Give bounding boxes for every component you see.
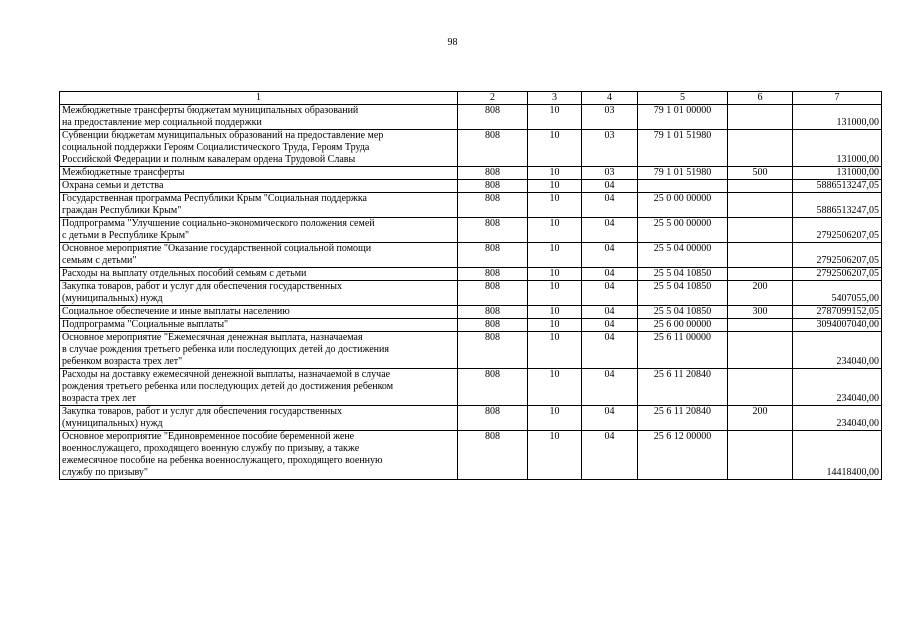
table-row bbox=[60, 218, 882, 243]
column-header: 7 bbox=[793, 92, 882, 105]
section-code: 10 bbox=[528, 167, 582, 180]
ministry-code: 808 bbox=[458, 180, 528, 193]
subsection-code: 03 bbox=[582, 105, 638, 130]
amount: 3094007040,00 bbox=[793, 319, 882, 332]
column-header: 1 bbox=[60, 92, 458, 105]
row-name-line: военнослужащего, проходящего военную службу по призыву, а также bbox=[62, 443, 360, 454]
section-code: 10 bbox=[528, 130, 582, 167]
section-code: 10 bbox=[528, 406, 582, 431]
amount: 234040,00 bbox=[793, 406, 882, 431]
subsection-code: 04 bbox=[582, 319, 638, 332]
row-name-line: Расходы на доставку ежемесячной денежной выплаты, назначаемой в случае bbox=[62, 369, 391, 380]
row-name-line: Межбюджетные трансферты бюджетам муниципальных образований bbox=[62, 105, 359, 116]
section-code: 10 bbox=[528, 306, 582, 319]
amount: 131000,00 bbox=[793, 167, 882, 180]
row-name-line: Государственная программа Республики Крым "Социальная поддержка bbox=[62, 193, 367, 204]
row-name bbox=[60, 406, 458, 431]
subsection-code: 04 bbox=[582, 406, 638, 431]
table-row bbox=[60, 406, 882, 431]
subsection-code: 04 bbox=[582, 243, 638, 268]
subsection-code: 04 bbox=[582, 193, 638, 218]
row-name-line: Основное мероприятие "Ежемесячная денежная выплата, назначаемая bbox=[62, 332, 363, 343]
section-code: 10 bbox=[528, 243, 582, 268]
table-row bbox=[60, 167, 882, 180]
table-row bbox=[60, 243, 882, 268]
page-number: 98 bbox=[447, 37, 458, 48]
column-header: 4 bbox=[582, 92, 638, 105]
section-code: 10 bbox=[528, 281, 582, 306]
subsection-code: 04 bbox=[582, 332, 638, 369]
row-name bbox=[60, 193, 458, 218]
row-name-line: Российской Федерации и полным кавалерам ордена Трудовой Славы bbox=[62, 154, 356, 165]
target-article-code: 25 5 00 00000 bbox=[638, 218, 728, 243]
ministry-code: 808 bbox=[458, 105, 528, 130]
amount: 5886513247,05 bbox=[793, 193, 882, 218]
section-code: 10 bbox=[528, 218, 582, 243]
section-code: 10 bbox=[528, 105, 582, 130]
row-name bbox=[60, 167, 458, 180]
row-name bbox=[60, 369, 458, 406]
amount: 234040,00 bbox=[793, 332, 882, 369]
row-name-line: Закупка товаров, работ и услуг для обеспечения государственных bbox=[62, 406, 343, 417]
table-row bbox=[60, 130, 882, 167]
row-name-line: ежемесячное пособие на ребенка военнослужащего, проходящего военную bbox=[62, 455, 383, 466]
subsection-code: 04 bbox=[582, 180, 638, 193]
subsection-code: 04 bbox=[582, 268, 638, 281]
subsection-code: 03 bbox=[582, 167, 638, 180]
expense-type-code bbox=[728, 218, 793, 243]
target-article-code: 79 1 01 00000 bbox=[638, 105, 728, 130]
subsection-code: 04 bbox=[582, 431, 638, 480]
target-article-code: 25 6 11 20840 bbox=[638, 406, 728, 431]
budget-table bbox=[59, 91, 882, 480]
row-name bbox=[60, 268, 458, 281]
ministry-code: 808 bbox=[458, 130, 528, 167]
table-row bbox=[60, 268, 882, 281]
target-article-code: 25 6 11 20840 bbox=[638, 369, 728, 406]
table-row bbox=[60, 369, 882, 406]
ministry-code: 808 bbox=[458, 406, 528, 431]
row-name-line: Подпрограмма "Социальные выплаты" bbox=[62, 319, 229, 330]
row-name-line: в случае рождения третьего ребенка или последующих детей до достижения bbox=[62, 344, 389, 355]
subsection-code: 04 bbox=[582, 218, 638, 243]
amount: 131000,00 bbox=[793, 130, 882, 167]
ministry-code: 808 bbox=[458, 193, 528, 218]
row-name-line: на предоставление мер социальной поддержки bbox=[62, 117, 262, 128]
row-name-line: семьям с детьми" bbox=[62, 255, 137, 266]
row-name-line: Расходы на выплату отдельных пособий семьям с детьми bbox=[62, 268, 307, 279]
table-row bbox=[60, 193, 882, 218]
ministry-code: 808 bbox=[458, 268, 528, 281]
ministry-code: 808 bbox=[458, 319, 528, 332]
expense-type-code bbox=[728, 431, 793, 480]
column-header: 6 bbox=[728, 92, 793, 105]
ministry-code: 808 bbox=[458, 369, 528, 406]
row-name bbox=[60, 130, 458, 167]
expense-type-code: 200 bbox=[728, 406, 793, 431]
amount: 2792506207,05 bbox=[793, 268, 882, 281]
target-article-code: 25 5 04 10850 bbox=[638, 281, 728, 306]
row-name-line: возраста трех лет bbox=[62, 393, 137, 404]
ministry-code: 808 bbox=[458, 332, 528, 369]
ministry-code: 808 bbox=[458, 167, 528, 180]
ministry-code: 808 bbox=[458, 218, 528, 243]
subsection-code: 04 bbox=[582, 281, 638, 306]
row-name bbox=[60, 218, 458, 243]
row-name-line: Основное мероприятие "Единовременное пособие беременной жене bbox=[62, 431, 355, 442]
ministry-code: 808 bbox=[458, 306, 528, 319]
table-row bbox=[60, 105, 882, 130]
target-article-code: 25 5 04 00000 bbox=[638, 243, 728, 268]
row-name bbox=[60, 431, 458, 480]
table-row bbox=[60, 306, 882, 319]
row-name-line: (муниципальных) нужд bbox=[62, 293, 163, 304]
amount: 234040,00 bbox=[793, 369, 882, 406]
row-name-line: граждан Республики Крым" bbox=[62, 205, 182, 216]
row-name bbox=[60, 306, 458, 319]
section-code: 10 bbox=[528, 332, 582, 369]
amount: 2787099152,05 bbox=[793, 306, 882, 319]
expense-type-code bbox=[728, 243, 793, 268]
row-name bbox=[60, 332, 458, 369]
amount: 131000,00 bbox=[793, 105, 882, 130]
subsection-code: 03 bbox=[582, 130, 638, 167]
expense-type-code bbox=[728, 193, 793, 218]
target-article-code: 25 5 04 10850 bbox=[638, 306, 728, 319]
expense-type-code bbox=[728, 105, 793, 130]
row-name-line: рождения третьего ребенка или последующих детей до достижения ребенком bbox=[62, 381, 394, 392]
column-header: 3 bbox=[528, 92, 582, 105]
row-name-line: Основное мероприятие "Оказание государственной социальной помощи bbox=[62, 243, 372, 254]
section-code: 10 bbox=[528, 268, 582, 281]
expense-type-code: 300 bbox=[728, 306, 793, 319]
section-code: 10 bbox=[528, 369, 582, 406]
table-header-row bbox=[60, 92, 882, 105]
table-row bbox=[60, 332, 882, 369]
row-name-line: Социальное обеспечение и иные выплаты населению bbox=[62, 306, 290, 317]
amount: 5886513247,05 bbox=[793, 180, 882, 193]
expense-type-code: 200 bbox=[728, 281, 793, 306]
ministry-code: 808 bbox=[458, 431, 528, 480]
row-name bbox=[60, 243, 458, 268]
target-article-code: 79 1 01 51980 bbox=[638, 130, 728, 167]
row-name bbox=[60, 105, 458, 130]
target-article-code: 25 6 11 00000 bbox=[638, 332, 728, 369]
amount: 2792506207,05 bbox=[793, 218, 882, 243]
column-header: 2 bbox=[458, 92, 528, 105]
amount: 14418400,00 bbox=[793, 431, 882, 480]
target-article-code: 25 6 12 00000 bbox=[638, 431, 728, 480]
column-header: 5 bbox=[638, 92, 728, 105]
row-name-line: Охрана семьи и детства bbox=[62, 180, 164, 191]
target-article-code: 25 6 00 00000 bbox=[638, 319, 728, 332]
table-row bbox=[60, 431, 882, 480]
row-name-line: с детьми в Республике Крым" bbox=[62, 230, 190, 241]
section-code: 10 bbox=[528, 319, 582, 332]
expense-type-code bbox=[728, 268, 793, 281]
row-name bbox=[60, 281, 458, 306]
expense-type-code bbox=[728, 180, 793, 193]
ministry-code: 808 bbox=[458, 281, 528, 306]
section-code: 10 bbox=[528, 193, 582, 218]
row-name-line: службу по призыву" bbox=[62, 467, 148, 478]
row-name-line: ребенком возраста трех лет" bbox=[62, 356, 183, 367]
row-name-line: Субвенции бюджетам муниципальных образований на предоставление мер bbox=[62, 130, 384, 141]
row-name-line: Межбюджетные трансферты bbox=[62, 167, 185, 178]
expense-type-code bbox=[728, 319, 793, 332]
target-article-code: 25 0 00 00000 bbox=[638, 193, 728, 218]
expense-type-code bbox=[728, 130, 793, 167]
table-row bbox=[60, 319, 882, 332]
row-name-line: Закупка товаров, работ и услуг для обеспечения государственных bbox=[62, 281, 343, 292]
row-name bbox=[60, 180, 458, 193]
row-name-line: социальной поддержки Героям Социалистического Труда, Героям Труда bbox=[62, 142, 370, 153]
expense-type-code bbox=[728, 332, 793, 369]
ministry-code: 808 bbox=[458, 243, 528, 268]
row-name-line: Подпрограмма "Улучшение социально-экономического положения семей bbox=[62, 218, 375, 229]
amount: 2792506207,05 bbox=[793, 243, 882, 268]
subsection-code: 04 bbox=[582, 306, 638, 319]
table-row bbox=[60, 180, 882, 193]
target-article-code: 79 1 01 51980 bbox=[638, 167, 728, 180]
expense-type-code: 500 bbox=[728, 167, 793, 180]
subsection-code: 04 bbox=[582, 369, 638, 406]
row-name bbox=[60, 319, 458, 332]
expense-type-code bbox=[728, 369, 793, 406]
target-article-code bbox=[638, 180, 728, 193]
row-name-line: (муниципальных) нужд bbox=[62, 418, 163, 429]
table-row bbox=[60, 281, 882, 306]
amount: 5407055,00 bbox=[793, 281, 882, 306]
section-code: 10 bbox=[528, 180, 582, 193]
target-article-code: 25 5 04 10850 bbox=[638, 268, 728, 281]
section-code: 10 bbox=[528, 431, 582, 480]
